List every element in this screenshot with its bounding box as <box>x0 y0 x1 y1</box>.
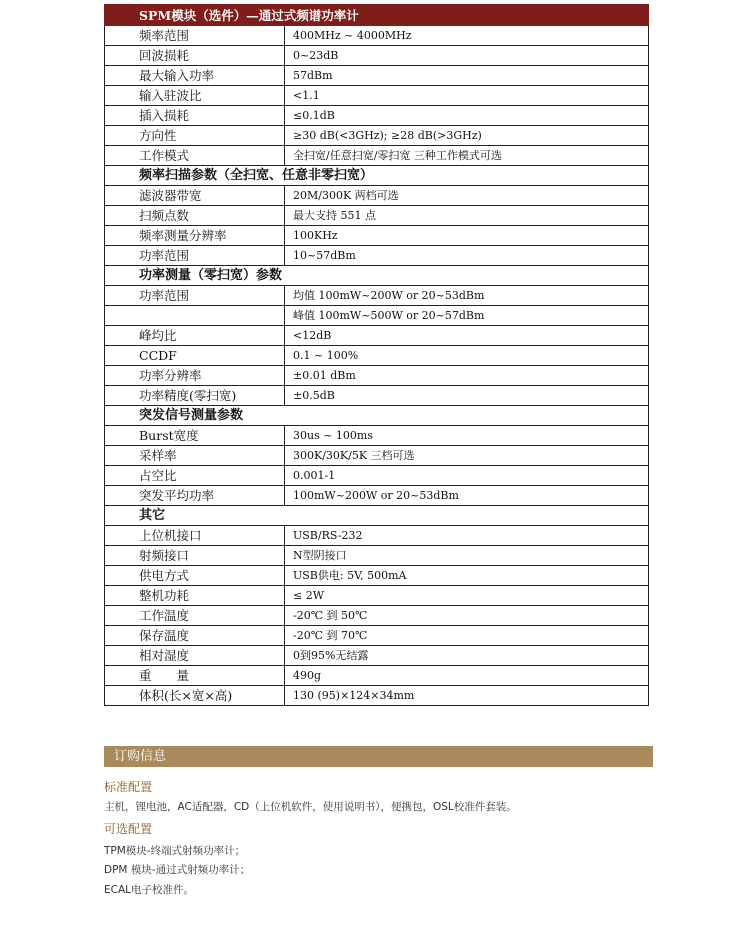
spec-row <box>105 346 649 366</box>
spec-row <box>105 566 649 586</box>
spec-key: 输入驻波比 <box>105 86 285 106</box>
spec-row <box>105 86 649 106</box>
spec-value: 300K/30K/5K 三档可选 <box>285 446 649 466</box>
spec-key: 插入损耗 <box>105 106 285 126</box>
spec-key: 供电方式 <box>105 566 285 586</box>
spec-row <box>105 326 649 346</box>
spec-row <box>105 546 649 566</box>
spec-value: ≤0.1dB <box>285 106 649 126</box>
spec-value: <1.1 <box>285 86 649 106</box>
spec-row <box>105 526 649 546</box>
spec-value: 峰值 100mW~500W or 20~57dBm <box>285 306 649 326</box>
spec-value: N型阴接口 <box>285 546 649 566</box>
spec-key: 相对湿度 <box>105 646 285 666</box>
spec-row <box>105 186 649 206</box>
spec-value: ±0.5dB <box>285 386 649 406</box>
spec-value: 10~57dBm <box>285 246 649 266</box>
spec-row <box>105 286 649 306</box>
spec-row <box>105 666 649 686</box>
spec-value: USB供电: 5V, 500mA <box>285 566 649 586</box>
spec-key: 扫频点数 <box>105 206 285 226</box>
spec-key <box>105 306 285 326</box>
spec-title: SPM模块（选件）—通过式频谱功率计 <box>105 5 649 26</box>
spec-key: CCDF <box>105 346 285 366</box>
spec-title-row <box>105 5 649 26</box>
spec-row <box>105 126 649 146</box>
optional-item: TPM模块-终端式射频功率计； <box>104 845 246 857</box>
spec-section-row <box>105 506 649 526</box>
standard-config-text: 主机，锂电池，AC适配器，CD（上位机软件，使用说明书），便携包，OSL校准件套装。 <box>104 801 517 813</box>
optional-item: ECAL电子校准件。 <box>104 884 194 896</box>
spec-key: 整机功耗 <box>105 586 285 606</box>
spec-value: ±0.01 dBm <box>285 366 649 386</box>
spec-value: 0.1 ~ 100% <box>285 346 649 366</box>
spec-value: 490g <box>285 666 649 686</box>
spec-key: 功率精度(零扫宽) <box>105 386 285 406</box>
spec-section-row <box>105 406 649 426</box>
spec-value: 100KHz <box>285 226 649 246</box>
spec-key: 最大输入功率 <box>105 66 285 86</box>
spec-key: 回波损耗 <box>105 46 285 66</box>
spec-value: -20℃ 到 50℃ <box>285 606 649 626</box>
spec-key: 保存温度 <box>105 626 285 646</box>
spec-value: 全扫宽/任意扫宽/零扫宽 三种工作模式可选 <box>285 146 649 166</box>
spec-key: 采样率 <box>105 446 285 466</box>
spec-section-row <box>105 266 649 286</box>
spec-row <box>105 626 649 646</box>
spec-value: 400MHz ~ 4000MHz <box>285 26 649 46</box>
spec-row <box>105 66 649 86</box>
spec-row <box>105 486 649 506</box>
spec-table <box>104 4 649 706</box>
spec-row <box>105 606 649 626</box>
ordering-header: 订购信息 <box>104 746 653 767</box>
spec-key: 功率分辨率 <box>105 366 285 386</box>
spec-row <box>105 246 649 266</box>
spec-row <box>105 226 649 246</box>
spec-row <box>105 586 649 606</box>
spec-row <box>105 146 649 166</box>
spec-value: 0~23dB <box>285 46 649 66</box>
optional-config-title: 可选配置 <box>104 822 153 836</box>
spec-row <box>105 206 649 226</box>
standard-config-title: 标准配置 <box>104 780 153 794</box>
spec-key: 功率范围 <box>105 246 285 266</box>
spec-key: 工作模式 <box>105 146 285 166</box>
spec-row <box>105 366 649 386</box>
spec-key: 方向性 <box>105 126 285 146</box>
spec-row <box>105 686 649 706</box>
spec-key: 射频接口 <box>105 546 285 566</box>
spec-section-label: 功率测量（零扫宽）参数 <box>105 266 649 286</box>
spec-section-label: 其它 <box>105 506 649 526</box>
spec-key: 占空比 <box>105 466 285 486</box>
spec-key: 频率范围 <box>105 26 285 46</box>
spec-value: 0.001-1 <box>285 466 649 486</box>
spec-row <box>105 46 649 66</box>
spec-key: 重 量 <box>105 666 285 686</box>
spec-value: 57dBm <box>285 66 649 86</box>
spec-value: ≥30 dB(<3GHz); ≥28 dB(>3GHz) <box>285 126 649 146</box>
spec-key: 功率范围 <box>105 286 285 306</box>
spec-key: 频率测量分辨率 <box>105 226 285 246</box>
spec-key: 峰均比 <box>105 326 285 346</box>
spec-value: 20M/300K 两档可选 <box>285 186 649 206</box>
spec-row <box>105 446 649 466</box>
spec-row <box>105 106 649 126</box>
spec-row <box>105 386 649 406</box>
spec-section-label: 突发信号测量参数 <box>105 406 649 426</box>
spec-value: 0到95%无结露 <box>285 646 649 666</box>
spec-section-label: 频率扫描参数（全扫宽、任意非零扫宽） <box>105 166 649 186</box>
spec-key: Burst宽度 <box>105 426 285 446</box>
spec-row <box>105 306 649 326</box>
spec-key: 突发平均功率 <box>105 486 285 506</box>
optional-item: DPM 模块-通过式射频功率计； <box>104 864 251 876</box>
spec-value: ≤ 2W <box>285 586 649 606</box>
spec-key: 体积(长×宽×高) <box>105 686 285 706</box>
spec-value: 均值 100mW~200W or 20~53dBm <box>285 286 649 306</box>
spec-value: -20℃ 到 70℃ <box>285 626 649 646</box>
spec-key: 工作温度 <box>105 606 285 626</box>
spec-row <box>105 466 649 486</box>
spec-value: <12dB <box>285 326 649 346</box>
spec-value: USB/RS-232 <box>285 526 649 546</box>
spec-value: 130 (95)×124×34mm <box>285 686 649 706</box>
spec-section-row <box>105 166 649 186</box>
spec-key: 滤波器带宽 <box>105 186 285 206</box>
spec-row <box>105 426 649 446</box>
spec-value: 最大支持 551 点 <box>285 206 649 226</box>
spec-value: 30us ~ 100ms <box>285 426 649 446</box>
spec-key: 上位机接口 <box>105 526 285 546</box>
spec-row <box>105 26 649 46</box>
spec-value: 100mW~200W or 20~53dBm <box>285 486 649 506</box>
spec-row <box>105 646 649 666</box>
